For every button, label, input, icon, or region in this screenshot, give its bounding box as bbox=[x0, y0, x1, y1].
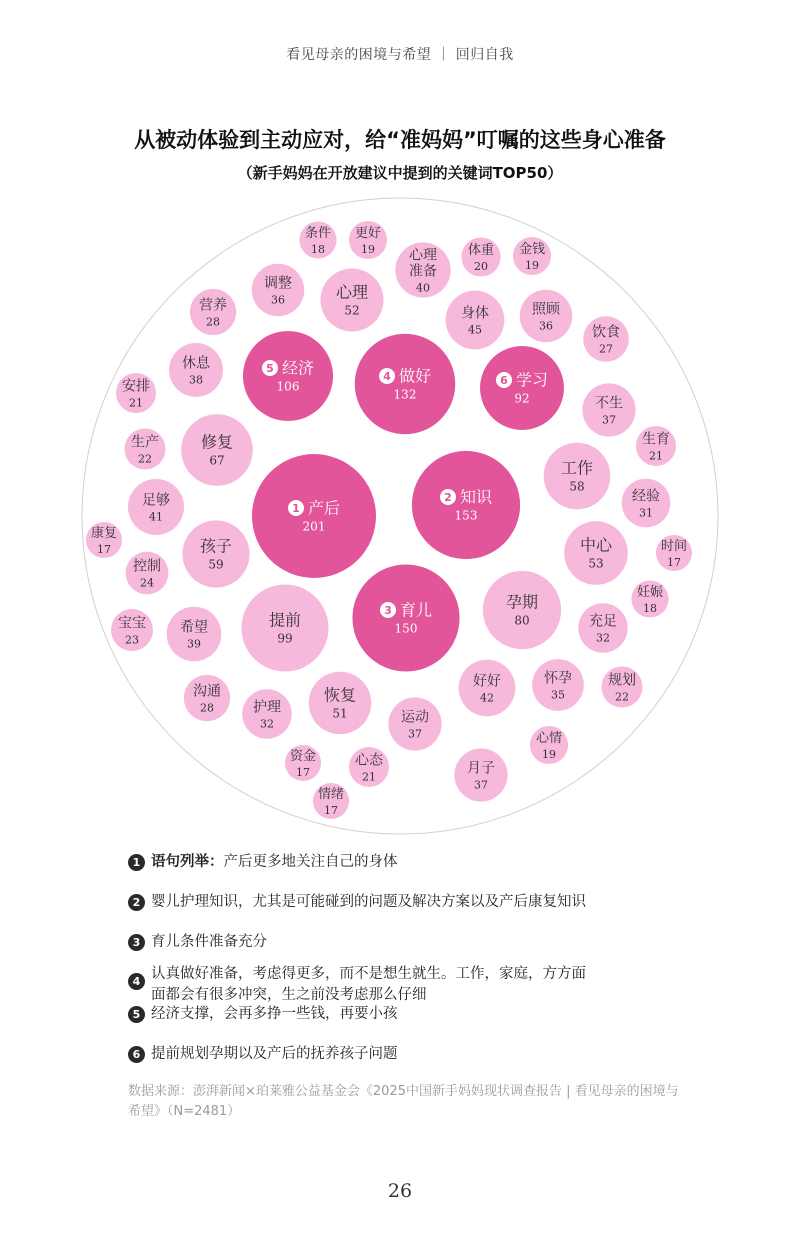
bubble-value: 45 bbox=[468, 323, 482, 337]
bubble bbox=[184, 675, 230, 721]
bubble-label: 生产 bbox=[131, 434, 159, 451]
bubble-value: 37 bbox=[474, 778, 488, 792]
rank-number: 2 bbox=[444, 491, 452, 504]
quote-1 bbox=[128, 852, 398, 873]
bubble bbox=[241, 584, 328, 671]
bubble bbox=[412, 451, 520, 559]
bubble-label: 心理 bbox=[409, 247, 437, 264]
bubble bbox=[532, 659, 584, 711]
bubble bbox=[461, 237, 500, 276]
bubble-chart bbox=[0, 190, 800, 850]
bubble bbox=[167, 607, 222, 662]
bubble-label: 调整 bbox=[264, 275, 292, 292]
quote-text: 认真做好准备，考虑得更多，而不是想生就生。工作，家庭，方方面 面都会有很多冲突，生之前没考虑那么仔细 bbox=[151, 966, 586, 1003]
bubble-label: 好好 bbox=[473, 673, 501, 690]
bubble-value: 22 bbox=[138, 452, 152, 466]
bubble-value: 53 bbox=[588, 556, 604, 571]
bubble-value: 80 bbox=[514, 613, 530, 628]
bubble bbox=[564, 521, 628, 585]
bubble-label: 饮食 bbox=[592, 324, 620, 341]
quote-number: 5 bbox=[128, 1006, 145, 1023]
bubble-value: 17 bbox=[324, 804, 338, 818]
bubble-label: 月子 bbox=[467, 760, 495, 777]
bubble bbox=[631, 580, 668, 617]
bubble-value: 32 bbox=[596, 631, 610, 645]
bubble-value: 38 bbox=[189, 373, 203, 387]
bubble-value: 153 bbox=[454, 508, 478, 523]
bubble bbox=[530, 726, 568, 764]
bubble-label: 充足 bbox=[589, 613, 617, 630]
bubble bbox=[349, 747, 389, 787]
bubble-value: 21 bbox=[129, 396, 143, 410]
quote-4 bbox=[128, 964, 586, 1006]
bubble-value: 17 bbox=[97, 543, 111, 557]
bubble bbox=[483, 571, 561, 649]
bubble bbox=[355, 334, 455, 434]
bubble-value: 23 bbox=[125, 633, 139, 647]
bubble-label: 工作 bbox=[560, 458, 594, 478]
bubble-label: 恢复 bbox=[323, 685, 357, 705]
bubble-label: 做好 bbox=[399, 366, 432, 386]
rank-number: 1 bbox=[292, 502, 300, 515]
bubble-label: 孩子 bbox=[199, 536, 233, 556]
bubble bbox=[309, 672, 371, 734]
bubble-label: 时间 bbox=[660, 539, 688, 555]
bubble-label: 条件 bbox=[304, 226, 332, 242]
bubble-label: 经济 bbox=[282, 358, 315, 378]
quote-number: 6 bbox=[128, 1046, 145, 1063]
bubble-value: 39 bbox=[187, 637, 201, 651]
bubble-label: 资金 bbox=[289, 749, 317, 765]
quote-5 bbox=[128, 1004, 398, 1025]
bubble-label: 孕期 bbox=[505, 592, 539, 612]
bubble-label: 运动 bbox=[401, 709, 429, 726]
bubble-value: 27 bbox=[599, 342, 613, 356]
bubble-value: 22 bbox=[615, 690, 629, 704]
bubble-label: 足够 bbox=[142, 492, 170, 509]
bubble-value: 201 bbox=[302, 519, 326, 534]
bubble-label: 控制 bbox=[133, 558, 161, 575]
bubble-label: 中心 bbox=[579, 535, 613, 555]
bubble-value: 42 bbox=[480, 691, 494, 705]
bubble bbox=[86, 522, 122, 558]
quote-number: 1 bbox=[128, 854, 145, 871]
bubble bbox=[513, 237, 551, 275]
bubble-value: 106 bbox=[276, 379, 300, 394]
bubble-value: 17 bbox=[667, 556, 681, 570]
bubble-value: 37 bbox=[602, 413, 616, 427]
bubble bbox=[181, 414, 253, 486]
chart-subtitle: （新手妈妈在开放建议中提到的关键词TOP50） bbox=[237, 164, 563, 182]
quote-3 bbox=[128, 932, 267, 953]
bubble-label: 妊娠 bbox=[636, 585, 664, 601]
bubble-value: 36 bbox=[539, 319, 553, 333]
bubble-label: 规划 bbox=[608, 672, 636, 689]
bubble bbox=[544, 443, 611, 510]
bubble bbox=[622, 479, 671, 528]
bubble bbox=[252, 264, 304, 316]
bubble bbox=[636, 426, 676, 466]
bubble-value: 28 bbox=[200, 701, 214, 715]
bubble-value: 35 bbox=[551, 688, 565, 702]
quote-text: 产后更多地关注自己的身体 bbox=[223, 854, 398, 870]
bubble bbox=[126, 552, 169, 595]
bubble bbox=[111, 609, 153, 651]
bubble-label: 宝宝 bbox=[118, 615, 146, 632]
bubble bbox=[352, 564, 459, 671]
quote-text: 经济支撑，会再多挣一些钱，再要小孩 bbox=[151, 1006, 398, 1022]
bubble-value: 40 bbox=[416, 281, 430, 295]
bubble-value: 18 bbox=[311, 243, 325, 257]
bubble bbox=[299, 221, 336, 258]
bubble-value: 99 bbox=[277, 631, 293, 646]
bubble-value: 19 bbox=[525, 259, 539, 273]
bubble-value: 28 bbox=[206, 315, 220, 329]
quote-number: 2 bbox=[128, 894, 145, 911]
rank-number: 6 bbox=[500, 374, 508, 387]
bubble-label: 不生 bbox=[595, 395, 623, 412]
bubble-label: 照顾 bbox=[532, 301, 560, 318]
bubble-value: 59 bbox=[208, 557, 224, 572]
bubble bbox=[243, 331, 333, 421]
bubble-value: 67 bbox=[209, 453, 225, 468]
bubble-label: 希望 bbox=[180, 619, 208, 636]
rank-number: 5 bbox=[266, 362, 274, 375]
bubble bbox=[182, 520, 249, 587]
bubble-value: 21 bbox=[362, 770, 376, 784]
bubble-label: 康复 bbox=[90, 526, 118, 542]
bubble-value: 132 bbox=[393, 387, 417, 402]
rank-number: 4 bbox=[383, 370, 391, 383]
bubble-label: 心情 bbox=[535, 731, 563, 747]
bubble-value: 17 bbox=[296, 766, 310, 780]
bubble-label: 情绪 bbox=[317, 787, 345, 803]
bubble-label: 产后 bbox=[308, 498, 341, 518]
bubble bbox=[124, 428, 165, 469]
bubble bbox=[459, 660, 516, 717]
rank-number: 3 bbox=[384, 604, 392, 617]
bubble-label: 心理 bbox=[335, 282, 369, 302]
bubble-value: 20 bbox=[474, 260, 488, 274]
bubble-label: 学习 bbox=[516, 370, 549, 390]
bubble-label: 提前 bbox=[268, 610, 302, 630]
data-source: 数据来源：澎湃新闻×珀莱雅公益基金会《2025中国新手妈妈现状调查报告 | 看见母亲的困境与希望》（N=2481） bbox=[128, 1084, 679, 1119]
bubble bbox=[520, 290, 572, 342]
bubble bbox=[349, 221, 387, 259]
bubble-value: 32 bbox=[260, 717, 274, 731]
bubble-value: 24 bbox=[140, 576, 154, 590]
quote-2 bbox=[128, 892, 586, 913]
bubble-value: 92 bbox=[514, 391, 530, 406]
quote-number: 3 bbox=[128, 934, 145, 951]
bubble-label: 安排 bbox=[122, 378, 150, 395]
bubble-label: 沟通 bbox=[193, 683, 221, 700]
running-header: 看见母亲的困境与希望 ｜ 回归自我 bbox=[286, 47, 514, 63]
bubble-value: 21 bbox=[649, 449, 663, 463]
bubble bbox=[582, 383, 635, 436]
bubble-label: 准备 bbox=[409, 263, 437, 280]
bubble bbox=[454, 748, 507, 801]
bubble-value: 19 bbox=[361, 243, 375, 257]
bubble-value: 150 bbox=[394, 621, 418, 636]
bubble bbox=[480, 346, 564, 430]
bubble bbox=[388, 697, 441, 750]
bubble-label: 育儿 bbox=[400, 600, 433, 620]
bubble-label: 生育 bbox=[642, 431, 670, 448]
bubble-label: 修复 bbox=[200, 432, 234, 452]
bubble bbox=[252, 454, 376, 578]
bubble bbox=[242, 689, 291, 738]
quote-text: 育儿条件准备充分 bbox=[151, 934, 267, 950]
bubble bbox=[656, 535, 692, 571]
bubble bbox=[583, 316, 628, 361]
bubble-label: 护理 bbox=[253, 699, 281, 716]
bubble-value: 41 bbox=[149, 510, 163, 524]
bubble bbox=[285, 745, 321, 781]
bubble bbox=[169, 343, 223, 397]
bubble bbox=[313, 783, 349, 819]
bubble-label: 心态 bbox=[355, 752, 383, 769]
quote-6 bbox=[128, 1044, 398, 1065]
bubble bbox=[190, 289, 236, 335]
bubble-label: 营养 bbox=[199, 297, 227, 314]
bubble-value: 58 bbox=[569, 479, 585, 494]
bubble-value: 36 bbox=[271, 293, 285, 307]
bubble bbox=[601, 666, 642, 707]
quote-number: 4 bbox=[128, 973, 145, 990]
quote-text: 提前规划孕期以及产后的抚养孩子问题 bbox=[151, 1046, 398, 1062]
quote-lead: 语句列举： bbox=[151, 854, 224, 870]
bubble-value: 37 bbox=[408, 727, 422, 741]
bubble-label: 知识 bbox=[460, 487, 493, 507]
bubble bbox=[320, 268, 383, 331]
page-number: 26 bbox=[387, 1180, 413, 1202]
bubble-label: 怀孕 bbox=[544, 670, 572, 687]
bubble-label: 休息 bbox=[182, 355, 210, 372]
bubble-label: 体重 bbox=[467, 243, 495, 259]
bubble-value: 51 bbox=[332, 706, 348, 721]
quote-text: 婴儿护理知识，尤其是可能碰到的问题及解决方案以及产后康复知识 bbox=[151, 894, 586, 910]
bubble-label: 金钱 bbox=[518, 242, 546, 258]
bubble bbox=[116, 373, 156, 413]
bubble-value: 18 bbox=[643, 602, 657, 616]
bubble bbox=[128, 479, 184, 535]
bubble bbox=[446, 291, 505, 350]
bubble-value: 31 bbox=[639, 506, 653, 520]
bubble-label: 更好 bbox=[354, 226, 382, 242]
bubble bbox=[395, 242, 450, 297]
bubble bbox=[578, 603, 627, 652]
bubble-value: 52 bbox=[344, 303, 360, 318]
bubble-label: 身体 bbox=[461, 305, 489, 322]
bubble-label: 经验 bbox=[632, 488, 660, 505]
chart-title: 从被动体验到主动应对，给“准妈妈”叮嘱的这些身心准备 bbox=[134, 128, 666, 152]
bubble-value: 19 bbox=[542, 748, 556, 762]
